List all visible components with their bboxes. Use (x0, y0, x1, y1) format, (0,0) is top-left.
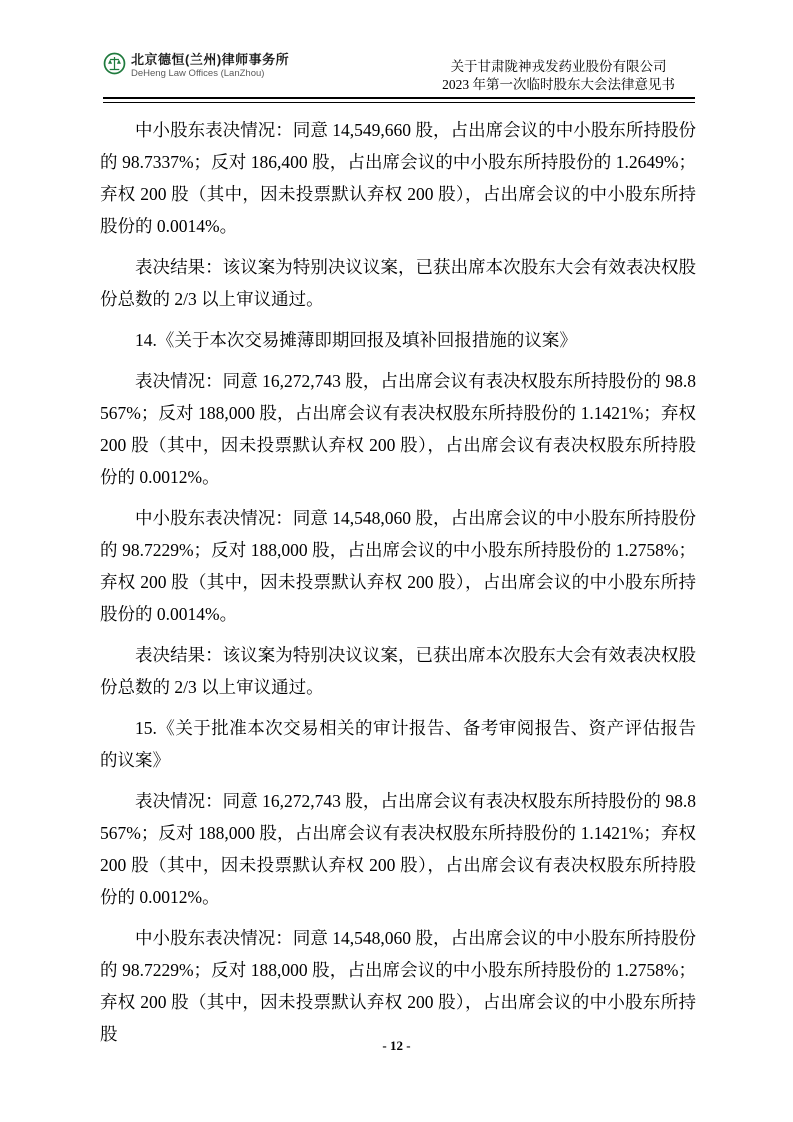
document-title-line1: 关于甘肃陇神戎发药业股份有限公司 (450, 59, 667, 74)
paragraph-vote-detail: 表决情况：同意 16,272,743 股，占出席会议有表决权股东所持股份的 98.8567%；反对 188,000 股，占出席会议有表决权股东所持股份的 1.1421%；弃权 200 股（其中，因未投票默认弃权 200 股），占出席会议有表决权股东所持股份的 0.0012%。 (100, 371, 696, 487)
paragraph-item-14-heading: 14.《关于本次交易摊薄即期回报及填补回报措施的议案》 (135, 330, 577, 350)
firm-name-block (131, 52, 289, 80)
header-double-rule (103, 97, 695, 103)
paragraph-minor-shareholder-vote: 中小股东表决情况：同意 14,549,660 股，占出席会议的中小股东所持股份的 98.7337%；反对 186,400 股，占出席会议的中小股东所持股份的 1.2649%；弃权 200 股（其中，因未投票默认弃权 200 股），占出席会议的中小股东所持股份的 0.0014%。 (100, 120, 696, 236)
firm-logo (103, 50, 289, 80)
paragraph-vote-result: 表决结果：该议案为特别决议议案，已获出席本次股东大会有效表决权股份总数的 2/3 以上审议通过。 (100, 257, 696, 309)
paragraph-minor-shareholder-vote-truncated: 中小股东表决情况：同意 14,548,060 股，占出席会议的中小股东所持股份的 98.7229%；反对 188,000 股，占出席会议的中小股东所持股份的 1.2758%；弃权 200 股（其中，因未投票默认弃权 200 股），占出席会议的中小股东所持股 (100, 928, 696, 1044)
letterhead (103, 50, 695, 94)
document-title (442, 58, 675, 94)
scales-of-justice-emblem-icon (103, 52, 126, 75)
document-title-line2: 2023 年第一次临时股东大会法律意见书 (442, 77, 675, 92)
paragraph-minor-shareholder-vote: 中小股东表决情况：同意 14,548,060 股，占出席会议的中小股东所持股份的 98.7229%；反对 188,000 股，占出席会议的中小股东所持股份的 1.2758%；弃权 200 股（其中，因未投票默认弃权 200 股），占出席会议的中小股东所持股份的 0.0014%。 (100, 508, 696, 624)
page-number: - 12 - (382, 1038, 411, 1053)
document-body (100, 114, 696, 1059)
firm-name-cn: 北京德恒(兰州)律师事务所 (131, 52, 290, 67)
paragraph-vote-detail: 表决情况：同意 16,272,743 股，占出席会议有表决权股东所持股份的 98.8567%；反对 188,000 股，占出席会议有表决权股东所持股份的 1.1421%；弃权 200 股（其中，因未投票默认弃权 200 股），占出席会议有表决权股东所持股份的 0.0012%。 (100, 791, 696, 907)
paragraph-item-15-heading: 15.《关于批准本次交易相关的审计报告、备考审阅报告、资产评估报告的议案》 (100, 718, 696, 770)
paragraph-vote-result: 表决结果：该议案为特别决议议案，已获出席本次股东大会有效表决权股份总数的 2/3 以上审议通过。 (100, 645, 696, 697)
firm-name-en: DeHeng Law Offices (LanZhou) (131, 68, 265, 79)
